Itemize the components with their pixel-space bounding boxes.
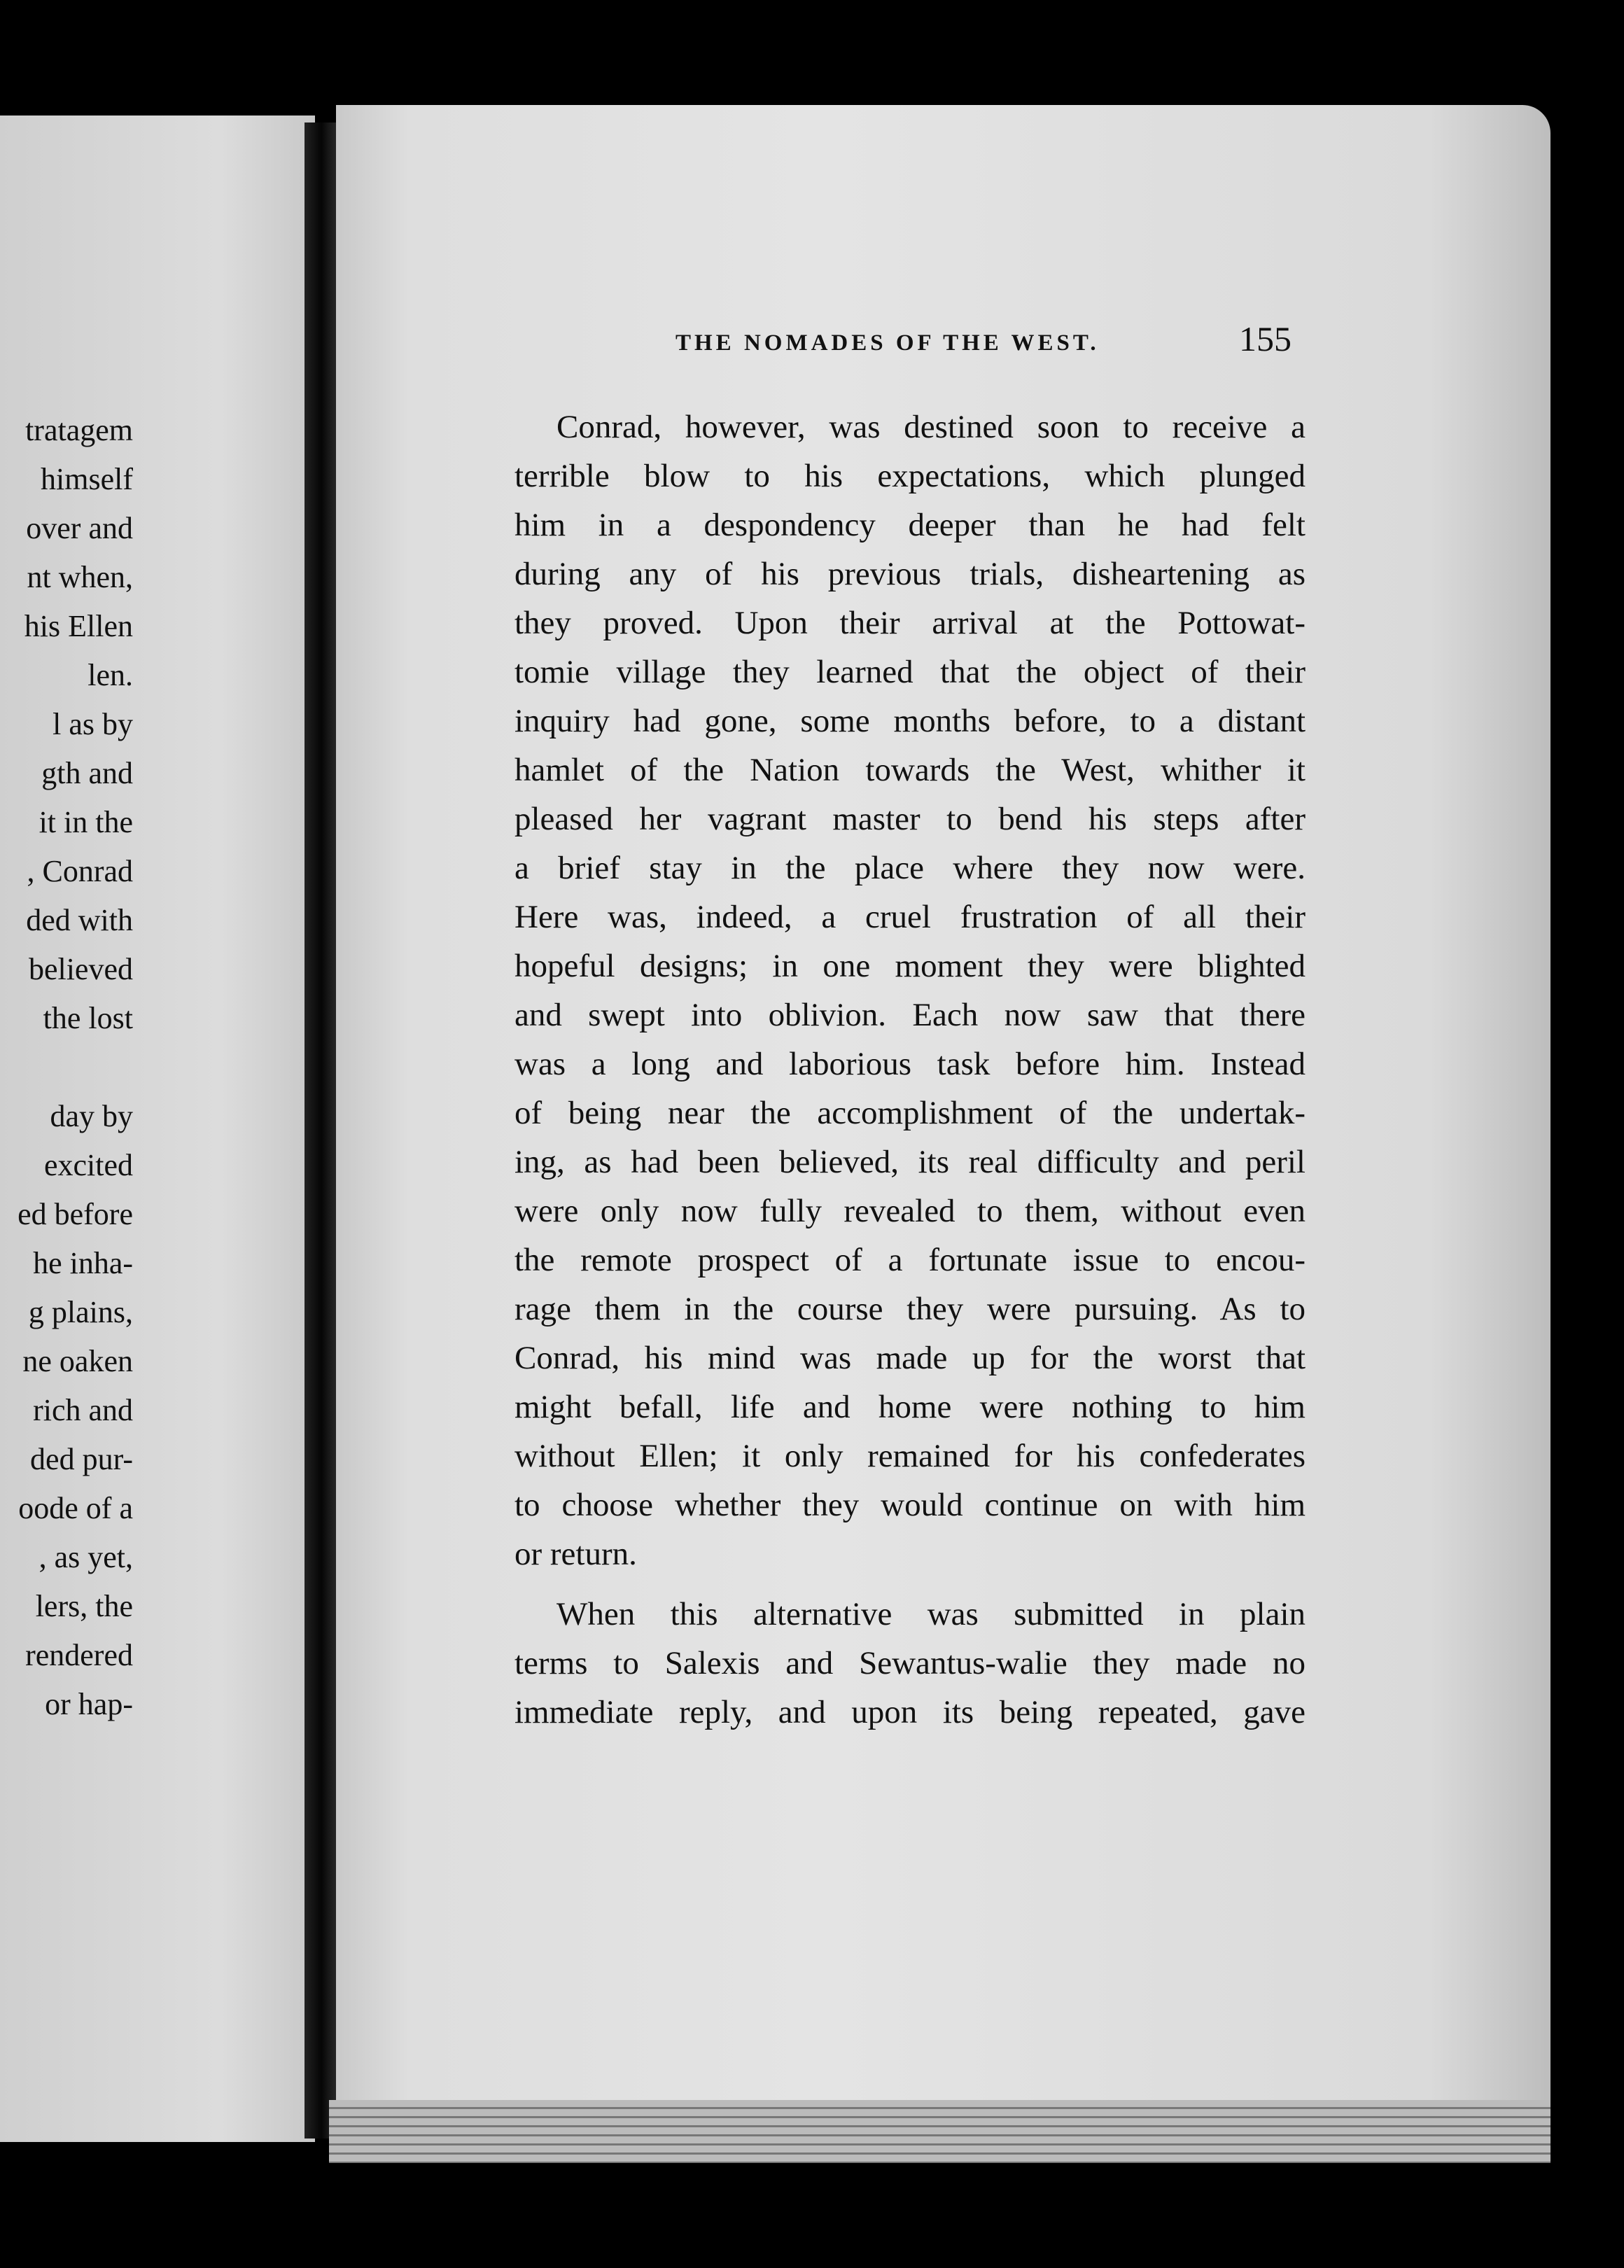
text-line: When this alternative was submitted in plain — [556, 1596, 1306, 1632]
left-page-line: his Ellen — [24, 609, 133, 643]
left-page-line: gth and — [41, 756, 133, 790]
left-page-line: len. — [88, 658, 133, 692]
left-page-line: nt when, — [27, 560, 133, 594]
page-number: 155 — [1239, 319, 1292, 358]
left-page-line: he inha- — [33, 1246, 133, 1280]
left-page-line: ded with — [26, 903, 133, 937]
text-line: tomie village they learned that the object of their — [514, 654, 1306, 690]
text-line: him in a despondency deeper than he had felt — [514, 507, 1306, 543]
left-page-line: excited — [43, 1148, 133, 1182]
left-page-line: oode of a — [18, 1491, 133, 1525]
paragraph — [514, 1590, 1306, 1737]
text-line: during any of his previous trials, disheartening as — [514, 556, 1306, 592]
text-line: inquiry had gone, some months before, to a distant — [514, 703, 1306, 739]
text-line: Conrad, however, was destined soon to receive a — [556, 409, 1306, 445]
text-line: the remote prospect of a fortunate issue to encou- — [514, 1242, 1306, 1278]
running-head: THE NOMADES OF THE WEST. — [676, 330, 1100, 356]
body-text — [514, 402, 1306, 1737]
left-page-line: the lost — [43, 1001, 133, 1035]
left-page-line: ed before — [18, 1197, 133, 1231]
text-line: pleased her vagrant master to bend his steps after — [514, 801, 1306, 837]
left-page-line: himself — [41, 462, 133, 496]
text-line: they proved. Upon their arrival at the Pottowat- — [514, 605, 1306, 641]
left-page-line: rendered — [25, 1638, 133, 1672]
text-line: a brief stay in the place where they now were. — [514, 850, 1306, 886]
paragraph — [514, 402, 1306, 1578]
left-page-line: believed — [28, 952, 133, 986]
left-page-line — [0, 1043, 133, 1092]
left-page-line: l as by — [52, 707, 133, 741]
text-line: to choose whether they would continue on with him — [514, 1487, 1306, 1523]
text-line: of being near the accomplishment of the undertak- — [514, 1095, 1306, 1131]
text-line: might befall, life and home were nothing to him — [514, 1389, 1306, 1425]
text-line: and swept into oblivion. Each now saw that there — [514, 997, 1306, 1033]
text-line: hamlet of the Nation towards the West, whither it — [514, 752, 1306, 788]
text-line: Here was, indeed, a cruel frustration of all their — [514, 899, 1306, 935]
left-page-line: , Conrad — [27, 854, 133, 888]
left-page-line: tratagem — [25, 413, 133, 447]
paragraph-gap — [514, 1578, 1306, 1590]
left-page-line: g plains, — [28, 1295, 133, 1329]
text-line: ing, as had been believed, its real difficulty and peril — [514, 1144, 1306, 1180]
left-page-line: or hap- — [45, 1687, 133, 1721]
left-page-line: over and — [26, 511, 133, 545]
text-line: terms to Salexis and Sewantus-walie they made no — [514, 1645, 1306, 1681]
left-page-line: lers, the — [35, 1589, 133, 1623]
left-page-line: rich and — [33, 1393, 133, 1427]
text-line: Conrad, his mind was made up for the worst that — [514, 1340, 1306, 1376]
left-page-line: ded pur- — [30, 1442, 133, 1476]
left-page — [0, 115, 315, 2142]
left-page-line: , as yet, — [38, 1540, 133, 1574]
text-line: were only now fully revealed to them, without even — [514, 1193, 1306, 1229]
left-page-line: day by — [50, 1099, 133, 1133]
text-line: was a long and laborious task before him. Instead — [514, 1046, 1306, 1082]
left-page-text — [0, 406, 133, 1729]
text-line: or return. — [514, 1536, 637, 1572]
left-page-line: it in the — [38, 805, 133, 839]
left-page-line: ne oaken — [22, 1344, 133, 1378]
text-line: rage them in the course they were pursuing. As to — [514, 1291, 1306, 1327]
text-line: immediate reply, and upon its being repeated, gave — [514, 1694, 1306, 1730]
text-line: without Ellen; it only remained for his confederates — [514, 1438, 1306, 1474]
page-edges — [329, 2100, 1550, 2163]
text-line: hopeful designs; in one moment they were blighted — [514, 948, 1306, 984]
text-line: terrible blow to his expectations, which plunged — [514, 458, 1306, 494]
